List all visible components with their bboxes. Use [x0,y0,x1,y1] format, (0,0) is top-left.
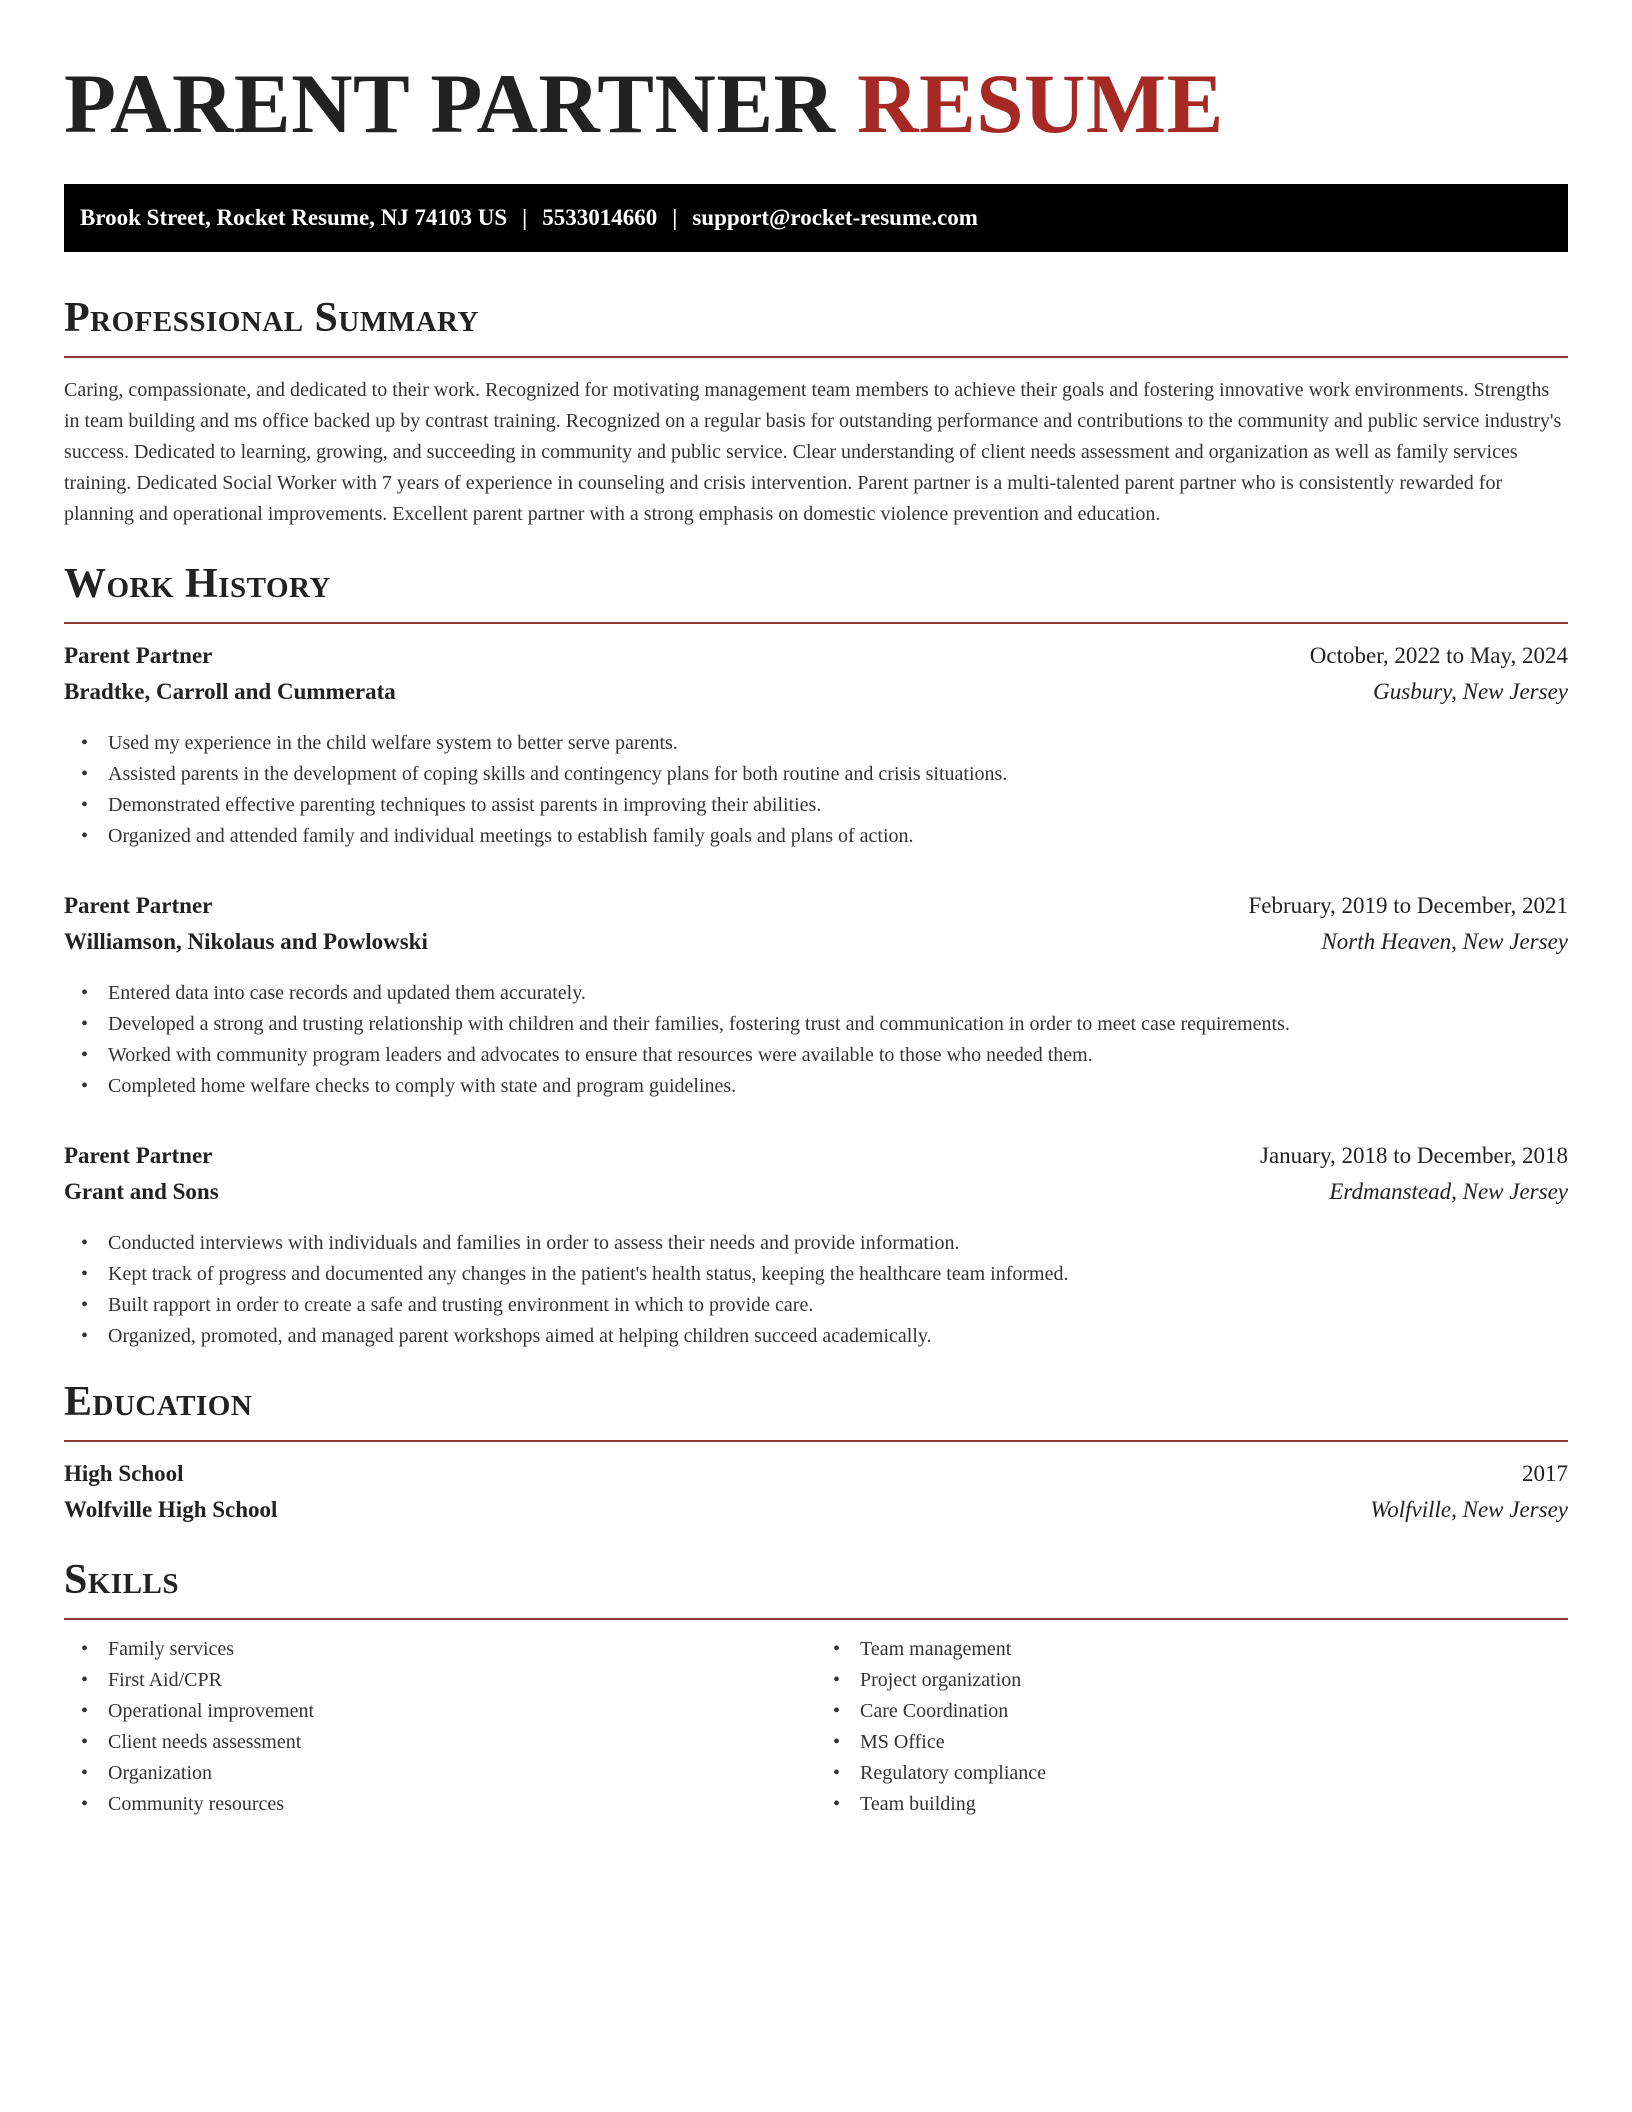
job-header-row [64,638,1568,674]
skills-section [64,1556,1568,1820]
job-entry [64,888,1568,1102]
job-company: Grant and Sons [64,1179,219,1204]
skills-list-left [64,1634,816,1820]
section-divider [64,1618,1568,1620]
education-school: Wolfville High School [64,1497,278,1522]
skills-list-right [816,1634,1568,1820]
list-item: • Completed home welfare checks to comply with state and program guidelines. [64,1071,1568,1102]
job-title: Parent Partner [64,1143,213,1168]
education-school-row [64,1492,1568,1528]
skills-grid [64,1634,1568,1820]
skill-item: • MS Office [816,1727,1568,1758]
professional-summary-section [64,294,1568,530]
skill-item: • First Aid/CPR [64,1665,816,1696]
education-degree: High School [64,1461,184,1486]
job-duties-list [64,1228,1568,1352]
section-divider [64,356,1568,358]
contact-separator: | [672,205,678,230]
education-entry [64,1456,1568,1528]
education-year: 2017 [1522,1461,1568,1486]
summary-text: Caring, compassionate, and dedicated to their work. Recognized for motivating management team members to achieve their goals and fostering innovative work environments. Strengths in team building and ms office backed up by contrast training. Recognized on a regular basis for outstanding performance and contributions to the community and public service industry's success. Dedicated to learning, growing, and succeeding in community and public service. Clear understanding of client needs assessment and organization as well as family services training. Dedicated Social Worker with 7 years of experience in counseling and crisis intervention. Parent partner is a multi-talented parent partner who is consistently rewarded for planning and operational improvements. Excellent parent partner with a strong emphasis on domestic violence prevention and education. [64,379,1562,525]
education-location: Wolfville, New Jersey [1370,1497,1568,1522]
job-entry [64,638,1568,852]
list-item: • Entered data into case records and updated them accurately. [64,978,1568,1009]
job-duties-list [64,728,1568,852]
contact-bar [64,184,1568,252]
skill-item: • Community resources [64,1789,816,1820]
job-dates: October, 2022 to May, 2024 [1309,643,1568,668]
contact-address: Brook Street, Rocket Resume, NJ 74103 US [80,205,508,230]
job-location: Gusbury, New Jersey [1373,679,1568,704]
list-item: • Demonstrated effective parenting techniques to assist parents in improving their abilities. [64,790,1568,821]
job-duties-list [64,978,1568,1102]
job-dates: February, 2019 to December, 2021 [1248,893,1568,918]
job-company: Williamson, Nikolaus and Powlowski [64,929,428,954]
skill-item: • Team building [816,1789,1568,1820]
contact-email: support@rocket-resume.com [692,205,978,230]
section-heading-education: Education [64,1379,253,1425]
title-accent: RESUME [857,57,1224,151]
title-main: PARENT PARTNER [64,57,836,151]
skill-item: • Team management [816,1634,1568,1665]
job-dates: January, 2018 to December, 2018 [1260,1143,1568,1168]
section-heading-summary: Professional Summary [64,295,479,341]
list-item: • Built rapport in order to create a safe and trusting environment in which to provide care. [64,1290,1568,1321]
skill-item: • Family services [64,1634,816,1665]
list-item: • Worked with community program leaders and advocates to ensure that resources were available to those who needed them. [64,1040,1568,1071]
job-location: Erdmanstead, New Jersey [1329,1179,1568,1204]
section-divider [64,1440,1568,1442]
skill-item: • Organization [64,1758,816,1789]
skill-item: • Client needs assessment [64,1727,816,1758]
job-company: Bradtke, Carroll and Cummerata [64,679,396,704]
education-section [64,1378,1568,1528]
job-company-row [64,674,1568,710]
job-title: Parent Partner [64,643,213,668]
section-heading-skills: Skills [64,1557,180,1603]
work-history-section [64,560,1568,1352]
job-location: North Heaven, New Jersey [1321,929,1568,954]
section-heading-work: Work History [64,561,331,607]
list-item: • Developed a strong and trusting relationship with children and their families, fostering trust and communication in order to meet case requirements. [64,1009,1568,1040]
skill-item: • Project organization [816,1665,1568,1696]
list-item: • Organized, promoted, and managed parent workshops aimed at helping children succeed academically. [64,1321,1568,1352]
skill-item: • Care Coordination [816,1696,1568,1727]
list-item: • Kept track of progress and documented any changes in the patient's health status, keeping the healthcare team informed. [64,1259,1568,1290]
resume-title [64,0,1568,150]
education-header-row [64,1456,1568,1492]
skill-item: • Operational improvement [64,1696,816,1727]
contact-separator: | [522,205,528,230]
job-company-row [64,1174,1568,1210]
job-header-row [64,888,1568,924]
job-title: Parent Partner [64,893,213,918]
contact-phone: 5533014660 [542,205,658,230]
list-item: • Conducted interviews with individuals and families in order to assess their needs and provide information. [64,1228,1568,1259]
skill-item: • Regulatory compliance [816,1758,1568,1789]
job-entry [64,1138,1568,1352]
job-header-row [64,1138,1568,1174]
section-divider [64,622,1568,624]
list-item: • Used my experience in the child welfare system to better serve parents. [64,728,1568,759]
job-company-row [64,924,1568,960]
list-item: • Assisted parents in the development of coping skills and contingency plans for both routine and crisis situations. [64,759,1568,790]
list-item: • Organized and attended family and individual meetings to establish family goals and plans of action. [64,821,1568,852]
